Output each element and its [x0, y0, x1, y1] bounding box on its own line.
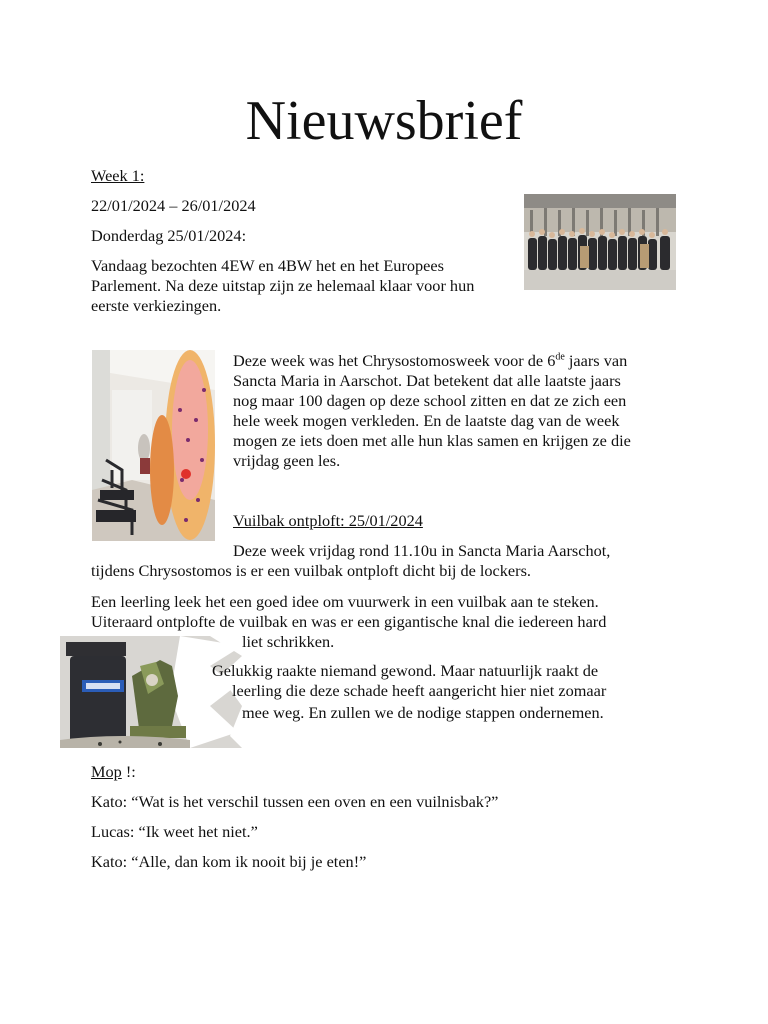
chrysostomos-line-1-end: jaars van: [564, 351, 628, 370]
vuilbak-para1-line-1: Deze week vrijdag rond 11.10u in Sancta Maria Aarschot,: [233, 541, 611, 560]
trash-bin-photo-graphic: [60, 636, 242, 748]
chrysostomos-line-2: Sancta Maria in Aarschot. Dat betekent dat alle laatste jaars: [233, 371, 621, 390]
chrysostomos-line-4: hele week mogen verkleden. En de laatste dag van de week: [233, 411, 620, 430]
burnt-trash-bin-photo: [60, 636, 242, 748]
joke-line-2: Lucas: “Ik weet het niet.”: [91, 822, 258, 841]
mop-heading-suffix: !:: [121, 762, 136, 781]
vuilbak-heading: Vuilbak ontploft: 25/01/2024: [233, 511, 423, 530]
chrysostomos-line-1: [233, 351, 627, 371]
date-range: 22/01/2024 – 26/01/2024: [91, 196, 256, 215]
mop-heading-row: [91, 762, 136, 782]
newsletter-title: Nieuwsbrief: [245, 90, 523, 152]
ordinal-suffix: de: [555, 351, 565, 363]
vuilbak-para1-line-2: tijdens Chrysostomos is er een vuilbak ontploft dicht bij de lockers.: [91, 561, 531, 580]
parliament-line-3: eerste verkiezingen.: [91, 296, 222, 315]
parliament-photo-graphic: [524, 194, 676, 290]
week-heading: Week 1:: [91, 166, 145, 185]
joke-line-1: Kato: “Wat is het verschil tussen een oven en een vuilnisbak?”: [91, 792, 499, 811]
vuilbak-para2-line-2: Uiteraard ontplofte de vuilbak en was er een gigantische knal die iedereen hard: [91, 612, 607, 631]
joke-line-3: Kato: “Alle, dan kom ik nooit bij je eten!”: [91, 852, 367, 871]
chrysostomos-line-6: vrijdag geen les.: [233, 451, 341, 470]
vuilbak-para2-line-3: liet schrikken.: [242, 632, 335, 651]
costume-photo-graphic: [92, 350, 215, 541]
parliament-line-2: Parlement. Na deze uitstap zijn ze helemaal klaar voor hun: [91, 276, 475, 295]
chrysostomos-line-5: mogen ze iets doen met alle hun klas samen en krijgen ze die: [233, 431, 631, 450]
chrysostomos-line-1-start: Deze week was het Chrysostomosweek voor de 6: [233, 351, 556, 370]
vuilbak-para3-line-2: leerling die deze schade heeft aangericht hier niet zomaar: [232, 681, 607, 700]
parliament-group-photo: [524, 194, 676, 290]
vuilbak-para3-line-1: Gelukkig raakte niemand gewond. Maar natuurlijk raakt de: [212, 661, 599, 680]
vuilbak-para2-line-1: Een leerling leek het een goed idee om vuurwerk in een vuilbak aan te steken.: [91, 592, 599, 611]
chrysostomos-line-3: nog maar 100 dagen op deze school zitten en dat ze zich een: [233, 391, 627, 410]
parliament-line-1: Vandaag bezochten 4EW en 4BW het en het Europees: [91, 256, 444, 275]
mop-heading: Mop: [91, 762, 122, 781]
costume-hallway-photo: [92, 350, 215, 541]
day-heading: Donderdag 25/01/2024:: [91, 226, 247, 245]
vuilbak-para3-line-3: mee weg. En zullen we de nodige stappen ondernemen.: [242, 703, 604, 722]
